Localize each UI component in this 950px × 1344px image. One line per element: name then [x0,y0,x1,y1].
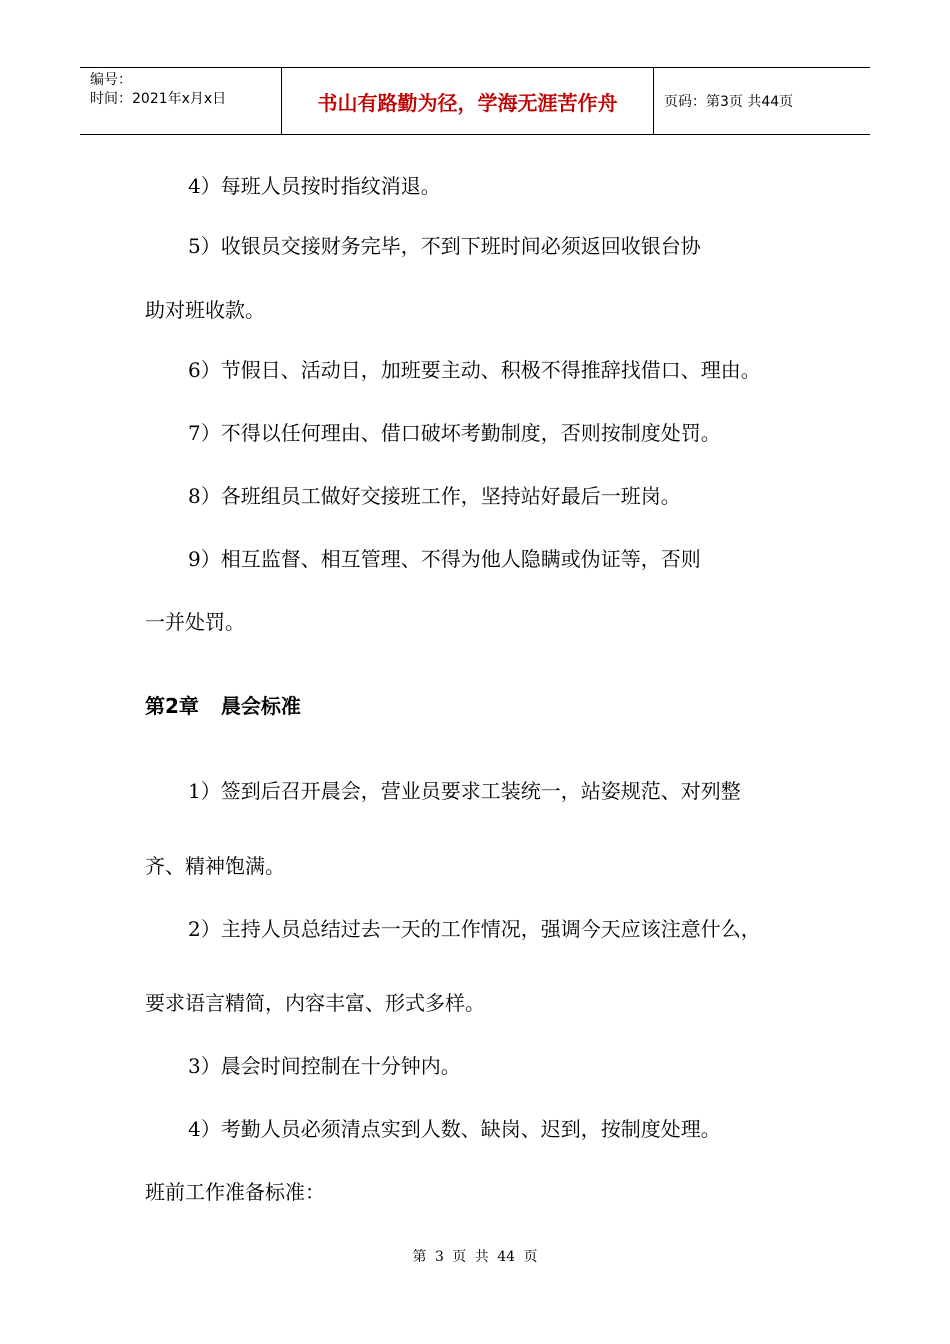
meeting-item-2-line-2: 要求语言精简，内容丰富、形式多样。 [145,991,485,1015]
chapter-number: 第2章 [145,694,199,718]
paragraph-9-line-1: 9）相互监督、相互管理、不得为他人隐瞒或伪证等，否则 [188,547,701,571]
paragraph-4: 4）每班人员按时指纹消退。 [188,174,441,198]
chapter-heading [145,691,301,721]
paragraph-5-line-1: 5）收银员交接财务完毕，不到下班时间必须返回收银台协 [188,234,701,258]
doc-date: 时间：2021年x月x日 [90,91,227,107]
meeting-item-3: 3）晨会时间控制在十分钟内。 [188,1054,461,1078]
page-header [80,67,870,135]
paragraph-9-line-2: 一并处罚。 [145,610,245,634]
doc-number: 编号： [90,72,132,88]
meeting-item-4: 4）考勤人员必须清点实到人数、缺岗、迟到，按制度处理。 [188,1117,721,1141]
meeting-item-1-line-1: 1）签到后召开晨会，营业员要求工装统一，站姿规范、对列整 [188,779,741,803]
paragraph-6: 6）节假日、活动日，加班要主动、积极不得推辞找借口、理由。 [188,358,761,382]
paragraph-5-line-2: 助对班收款。 [145,298,265,322]
prep-standard-heading: 班前工作准备标准： [145,1180,325,1204]
paragraph-8: 8）各班组员工做好交接班工作，坚持站好最后一班岗。 [188,484,681,508]
page-footer: 第 3 页 共 44 页 [412,1249,538,1265]
header-meta [80,68,282,134]
meeting-item-1-line-2: 齐、精神饱满。 [145,854,285,878]
chapter-title: 晨会标准 [220,694,301,718]
paragraph-7: 7）不得以任何理由、借口破坏考勤制度，否则按制度处罚。 [188,421,721,445]
header-motto: 书山有路勤为径，学海无涯苦作舟 [282,68,654,134]
header-page-info: 页码：第3页 共44页 [664,94,794,110]
meeting-item-2-line-1: 2）主持人员总结过去一天的工作情况，强调今天应该注意什么， [188,917,761,941]
